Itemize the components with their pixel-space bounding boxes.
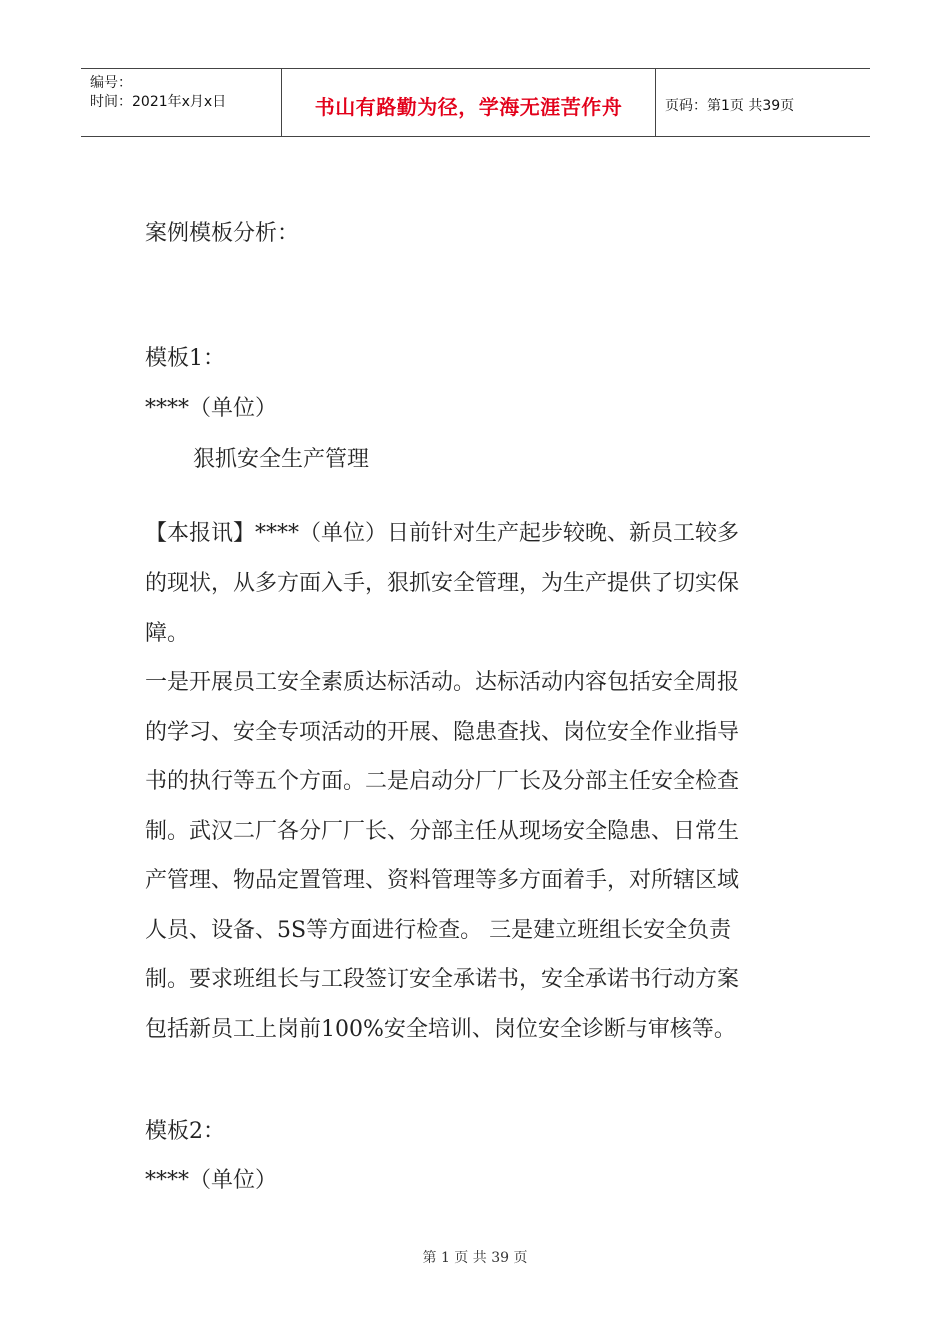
paragraph-line: 【本报讯】****（单位）日前针对生产起步较晚、新员工较多 [145,521,740,546]
page-footer: 第 1 页 共 39 页 [422,1250,528,1266]
section-heading: 案例模板分析： [145,221,300,246]
document-number-label: 编号： [90,75,132,91]
paragraph-line: 制。要求班组长与工段签订安全承诺书，安全承诺书行动方案 [145,967,740,992]
document-date-label: 时间：2021年x月x日 [90,94,227,110]
paragraph-line: 产管理、物品定置管理、资料管理等多方面着手，对所辖区域 [145,868,740,893]
template-1-label: 模板1： [145,346,225,371]
paragraph-line: 一是开展员工安全素质达标活动。达标活动内容包括安全周报 [145,670,740,695]
paragraph-line: 障。 [145,621,190,646]
paragraph-line: 包括新员工上岗前100%安全培训、岗位安全诊断与审核等。 [145,1017,736,1042]
header-motto: 书山有路勤为径，学海无涯苦作舟 [314,95,623,119]
paragraph-line: 书的执行等五个方面。二是启动分厂厂长及分部主任安全检查 [145,769,740,794]
header-info-cell [81,69,281,136]
template-2-label: 模板2： [145,1119,225,1144]
paragraph-line: 的现状，从多方面入手，狠抓安全管理，为生产提供了切实保 [145,571,740,596]
paragraph-line: 的学习、安全专项活动的开展、隐患查找、岗位安全作业指导 [145,720,740,745]
template-1-title: 狠抓安全生产管理 [193,447,370,472]
template-1-unit: ****（单位） [145,396,278,421]
template-2-unit: ****（单位） [145,1168,278,1193]
header-motto-cell [281,69,656,136]
page-header [81,68,870,137]
header-page-info: 页码：第1页 共39页 [665,98,795,114]
header-page-cell [655,69,870,136]
paragraph-line: 制。武汉二厂各分厂厂长、分部主任从现场安全隐患、日常生 [145,819,740,844]
paragraph-line: 人员、设备、5S等方面进行检查。 三是建立班组长安全负责 [145,918,732,943]
